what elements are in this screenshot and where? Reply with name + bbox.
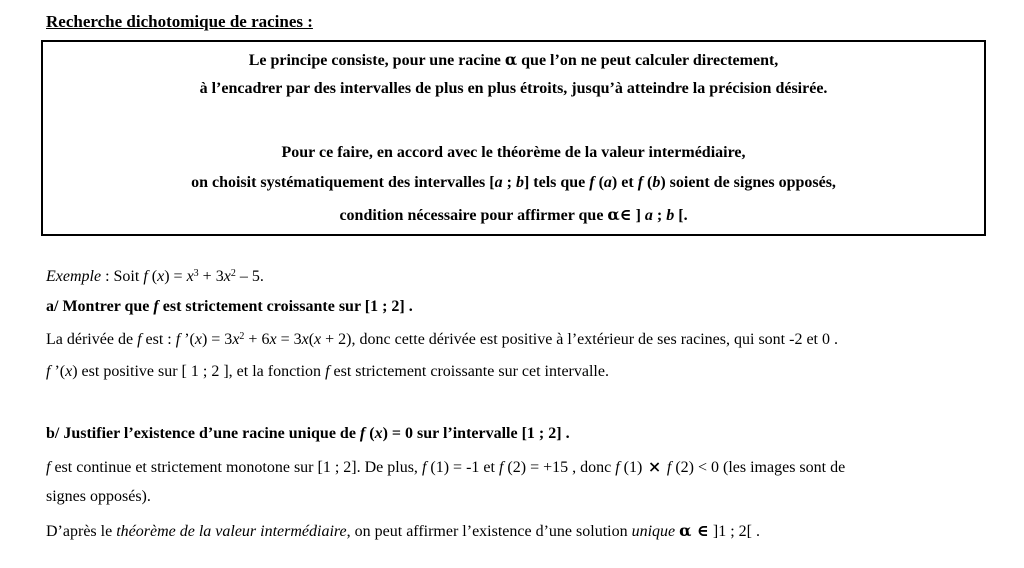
alpha-symbol: α — [504, 50, 518, 69]
continuity-line: f est continue et strictement monotone sur [1 ; 2]. De plus, f (1) = -1 et f (2) = +15 , donc f (1) × f (2) < 0 (les images sont de — [46, 457, 846, 476]
principle-box — [41, 40, 986, 236]
conclusion-line: D’après le théorème de la valeur intermédiaire, on peut affirmer l’existence d’une solution unique α ∈ ]1 ; 2[ . — [46, 521, 760, 540]
continuity-line-2: signes opposés). — [46, 488, 151, 505]
principle-line-2: à l’encadrer par des intervalles de plus en plus étroits, jusqu’à atteindre la précision désirée. — [199, 80, 828, 97]
example-line: Exemple : Soit f $(x) = x^3 + 3x^2 - 5$. — [46, 268, 264, 285]
derivative-line: La dérivée de f est : f ’(x) = $3x^2 + 6x = 3x(x + 2)$, donc cette dérivée est positive à l’extérieur de ses racines, qui sont -2 et 0 . — [46, 331, 838, 348]
alpha-in-symbol: α∈ — [607, 205, 632, 224]
question-b-heading: b/ Justifier l’existence d’une racine unique de f (x) = 0 sur l’intervalle [1 ; 2] . — [46, 425, 570, 442]
question-a-heading: a/ Montrer que f est strictement croissante sur [1 ; 2] . — [46, 298, 413, 315]
page-title: Recherche dichotomique de racines : — [46, 12, 313, 31]
increasing-line: f ’(x) est positive sur [ 1 ; 2 ], et la fonction f est strictement croissante sur cet intervalle. — [46, 363, 609, 380]
principle-line-1: Le principe consiste, pour une racine α que l’on ne peut calculer directement, — [248, 50, 779, 69]
theorem-name: théorème de la valeur intermédiaire — [116, 523, 347, 540]
principle-line-3: Pour ce faire, en accord avec le théorème de la valeur intermédiaire, — [281, 144, 746, 161]
principle-line-5: condition nécessaire pour affirmer que α∈ ] a ; b [. — [339, 205, 688, 224]
principle-line-4: on choisit systématiquement des intervalles [a ; b] tels que f (a) et f (b) soient de signes opposés, — [191, 174, 836, 191]
